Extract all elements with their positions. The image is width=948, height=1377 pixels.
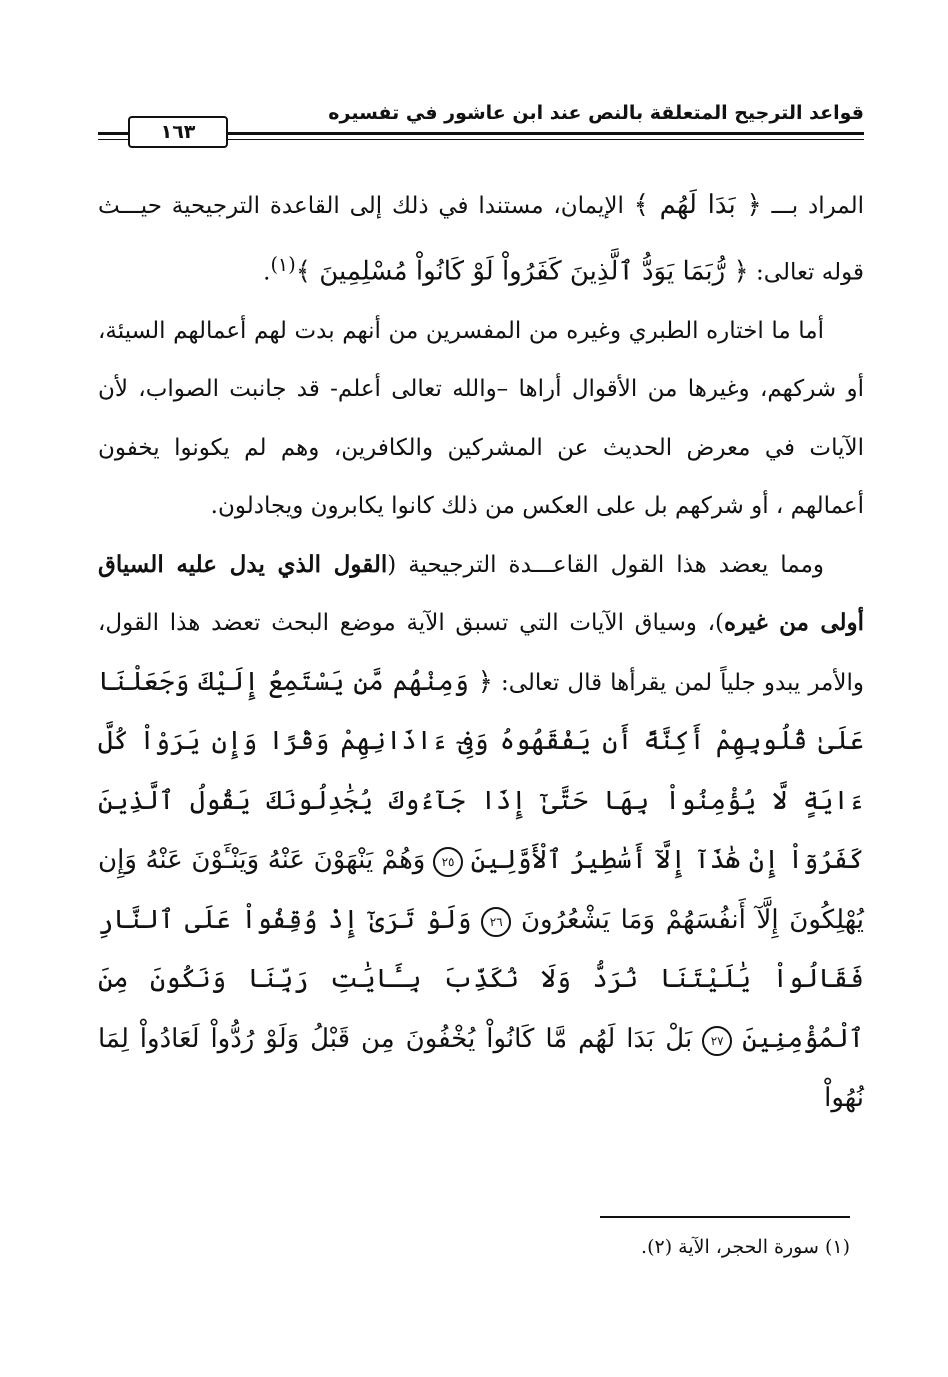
p3-text-b: )، وسياق الآيات التي تسبق الآية موضع البحث تعضد هذا القول، والأمر يبدو جلياً لمن يقرأها قال تعالى: <box>98 610 864 696</box>
running-title: قواعد الترجيح المتعلقة بالنص عند ابن عاشور في تفسيره <box>328 102 864 124</box>
p1-end: . <box>263 259 271 286</box>
page-header <box>98 98 864 148</box>
footnote-ref[interactable]: (١) <box>270 252 296 276</box>
paragraph-1 <box>98 176 864 302</box>
ayah-marker-27: ٢٧ <box>702 1026 732 1056</box>
quran-quote-4: وَهُمْ يَنْهَوْنَ عَنْهُ وَيَنْـَٔوْنَ عَنْهُ وَإِن يُهْلِكُونَ إِلَّآ أَنفُسَهُمْ وَمَا يَشْعُرُونَ <box>98 845 864 935</box>
paragraph-2: أما ما اختاره الطبري وغيره من المفسرين من أنهم بدت لهم أعمالهم السيئة، أو شركهم، وغيرها من الأقوال أراها –والله تعالى أعلم- قد جانبت الصواب، لأن الآيات في معرض الحديث عن المشركين والكافرين، وهم لم يكونوا يخفون أعمالهم ، أو شركهم بل على العكس من ذلك كانوا يكابرون ويجادلون. <box>98 317 864 520</box>
quran-quote-2: ﴿ رُّبَمَا يَوَدُّ ٱلَّذِينَ كَفَرُواْ لَوْ كَانُواْ مُسْلِمِينَ ﴾ <box>295 256 749 287</box>
footnote-1: (١) سورة الحجر، الآية (٢). <box>641 1236 850 1258</box>
p3-rule-name: القول الذي يدل عليه السياق أولى من غيره <box>98 550 865 637</box>
p1-text-a: المراد بـــ <box>761 193 864 219</box>
ayah-marker-25: ٢٥ <box>433 847 463 877</box>
ayah-marker-26: ٢٦ <box>481 907 511 937</box>
p1-text-b: الإيمان، مستندا في ذلك إلى القاعدة الترجيحية حيـــث قوله تعالى: <box>98 193 864 286</box>
quran-quote-5: وَلَوْ تَرَىٰٓ إِذْ وُقِفُواْ عَلَى ٱلنَّارِ فَقَالُواْ يَٰلَيْتَنَا نُرَدُّ وَلَا نُكَذِّبَ بِـَٔايَٰتِ رَبِّنَا وَنَكُونَ مِنَ ٱلْمُؤْمِنِينَ <box>98 904 864 1054</box>
page-number: ١٦٣ <box>128 116 228 148</box>
quran-quote-1: ﴿ بَدَا لَهُم ﴾ <box>633 190 762 220</box>
quran-quote-6: بَلْ بَدَا لَهُم مَّا كَانُواْ يُخْفُونَ مِن قَبْلُ وَلَوْ رُدُّواْ لَعَادُواْ لِمَا نُهُواْ <box>98 1023 864 1114</box>
p3-text-a: ومما يعضد هذا القول القاعـــدة الترجيحية ( <box>387 551 824 578</box>
main-text <box>98 176 864 1129</box>
quran-quote-3: ﴿ وَمِنْهُم مَّن يَسْتَمِعُ إِلَيْكَ وَجَعَلْنَا عَلَىٰ قُلُوبِهِمْ أَكِنَّةً أَن يَفْقَهُوهُ وَفِىٓ ءَاذَانِهِمْ وَقْرًا وَإِن يَرَوْاْ كُلَّ ءَايَةٍ لَّا يُؤْمِنُواْ بِهَا حَتَّىٰٓ إِذَا جَآءُوكَ يُجَٰدِلُونَكَ يَقُولُ ٱلَّذِينَ كَفَرُوٓاْ إِنْ هَٰذَآ إِلَّآ أَسَٰطِيرُ ٱلْأَوَّلِينَ <box>98 666 864 876</box>
paragraph-3 <box>98 536 864 1129</box>
footnote-separator <box>600 1216 850 1218</box>
